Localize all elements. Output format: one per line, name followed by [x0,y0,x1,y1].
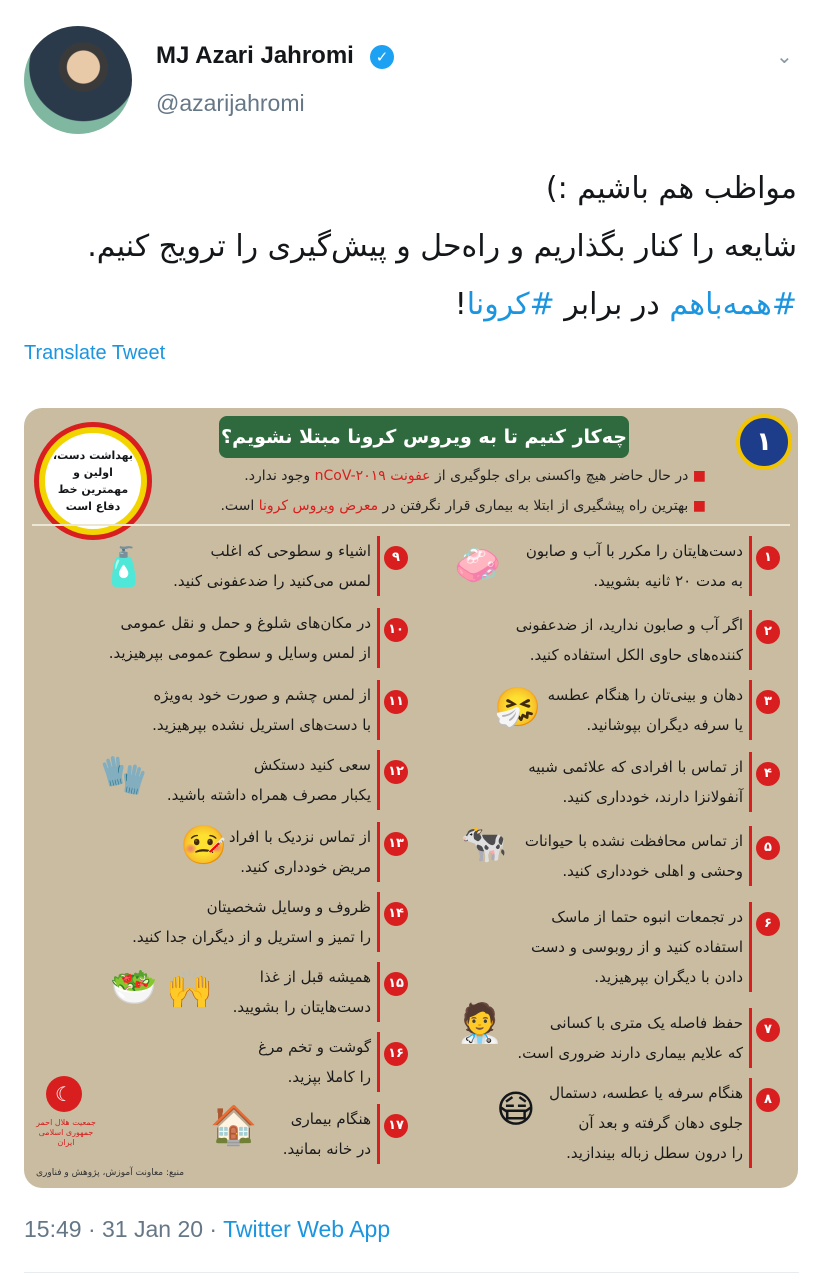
gloves-icon: 🧤 [100,753,148,797]
author-name[interactable]: MJ Azari Jahromi [156,42,354,69]
seal-text: بهداشت دست، اولین و مهمترین خط دفاع است [45,433,141,529]
tip-6: ۶ در تجمعات انبوه حتما از ماسک استفاده کنید و از روبوسی و دست دادن با دیگران بپرهیزید. [531,902,780,992]
tip-11: ۱۱ از لمس چشم و صورت خود به‌ویژه با دست‌های استریل نشده بپرهیزید. [152,680,408,740]
tweet-text-middle: در برابر [554,287,670,322]
hashtag-link[interactable]: #همه‌باهم [669,287,797,322]
hand-hygiene-seal [34,422,152,540]
coughing-person-icon: 😷 [496,1087,536,1131]
tip-2: ۲ اگر آب و صابون ندارید، از ضدعفونی کننده‌های حاوی الکل استفاده کنید. [516,610,780,670]
infographic-number-badge: ۱ [736,414,792,470]
separator: · [203,1216,224,1242]
tip-3: ۳ دهان و بینی‌تان را هنگام عطسه یا سرفه دیگران بپوشانید. [548,680,780,740]
infographic-title: چه‌کار کنیم تا به ویروس کرونا مبتلا نشویم؟ [219,416,629,458]
tip-4: ۴ از تماس با افرادی که علائمی شبیه آنفولانزا دارند، خودداری کنید. [528,752,780,812]
tip-15: ۱۵ همیشه قبل از غذا دست‌هایتان را بشویید. [233,962,408,1022]
author-avatar[interactable] [24,26,132,134]
house-icon: 🏠 [210,1103,258,1147]
tip-12: ۱۲ سعی کنید دستکش یکبار مصرف همراه داشته باشید. [167,750,408,810]
author-handle[interactable]: @azarijahromi [156,90,305,116]
tweet-line-1: مواظب هم باشیم :) [545,171,797,206]
tip-9: ۹ اشیاء و سطوحی که اغلب لمس می‌کنید را ضدعفونی کنید. [173,536,408,596]
translate-tweet-link[interactable]: Translate Tweet [24,342,166,364]
intro-line-1: ■ در حال حاضر هیچ واکسنی برای جلوگیری از عفونت nCoV-۲۰۱۹ وجود ندارد. [244,468,706,484]
source-caption: منبع: معاونت آموزش، پژوهش و فناوری [36,1168,185,1178]
food-icon: 🥗 [110,965,158,1009]
tweet-text [17,160,797,334]
chevron-down-icon[interactable]: ⌄ [776,44,793,68]
tweet-date[interactable]: 31 Jan 20 [102,1216,204,1242]
tip-5: ۵ از تماس محافظت نشده با حیوانات وحشی و اهلی خودداری کنید. [525,826,780,886]
cow-icon: 🐄 [460,821,508,865]
tweet-footer [24,1216,390,1243]
tweet-line-3 [17,276,797,334]
sneezing-person-icon: 🤧 [494,685,542,729]
divider [32,524,790,526]
separator: · [81,1216,103,1242]
tweet-text-end: ! [454,287,467,322]
tip-13: ۱۳ از تماس نزدیک با افراد مریض خودداری کنید. [229,822,408,882]
verified-badge-icon: ✓ [370,45,394,69]
infographic-image[interactable] [24,408,798,1188]
tip-14: ۱۴ ظروف و وسایل شخصیتان را تمیز و استریل و از دیگران جدا کنید. [132,892,408,952]
tweet-time[interactable]: 15:49 [24,1216,82,1242]
tip-1: ۱ دست‌هایتان را مکرر با آب و صابون به مدت ۲۰ ثانیه بشویید. [526,536,780,596]
divider [24,1272,799,1273]
distance-people-icon: 🧑‍⚕️ [456,1001,504,1045]
washing-hands-icon: 🙌 [166,967,214,1011]
sick-person-icon: 🤒 [180,823,228,867]
source-app-link[interactable]: Twitter Web App [223,1216,391,1242]
tip-7: ۷ حفظ فاصله یک متری با کسانی که علایم بیماری دارند ضروری است. [517,1008,780,1068]
disinfect-hands-icon: 🧴 [100,545,148,589]
tip-17: ۱۷ هنگام بیماری در خانه بمانید. [283,1104,408,1164]
red-crescent-label: جمعیت هلال احمر جمهوری اسلامی ایران [36,1118,96,1147]
tip-16: ۱۶ گوشت و تخم مرغ را کاملا بپزید. [258,1032,408,1092]
tip-10: ۱۰ در مکان‌های شلوغ و حمل و نقل عمومی از لمس وسایل و سطوح عمومی بپرهیزید. [109,608,408,668]
tweet-line-2: شایعه را کنار بگذاریم و راه‌حل و پیش‌گیری را ترویج کنیم. [87,229,797,264]
tip-8: ۸ هنگام سرفه یا عطسه، دستمال جلوی دهان گرفته و بعد آن را درون سطل زباله بیندازید. [549,1078,780,1168]
hand-washing-icon: 🧼 [454,543,502,587]
intro-line-2: ■ بهترین راه پیشگیری از ابتلا به بیماری قرار نگرفتن در معرض ویروس کرونا است. [220,498,706,514]
hashtag-link[interactable]: #کرونا [466,287,555,322]
red-crescent-logo: ☾ [46,1076,82,1112]
